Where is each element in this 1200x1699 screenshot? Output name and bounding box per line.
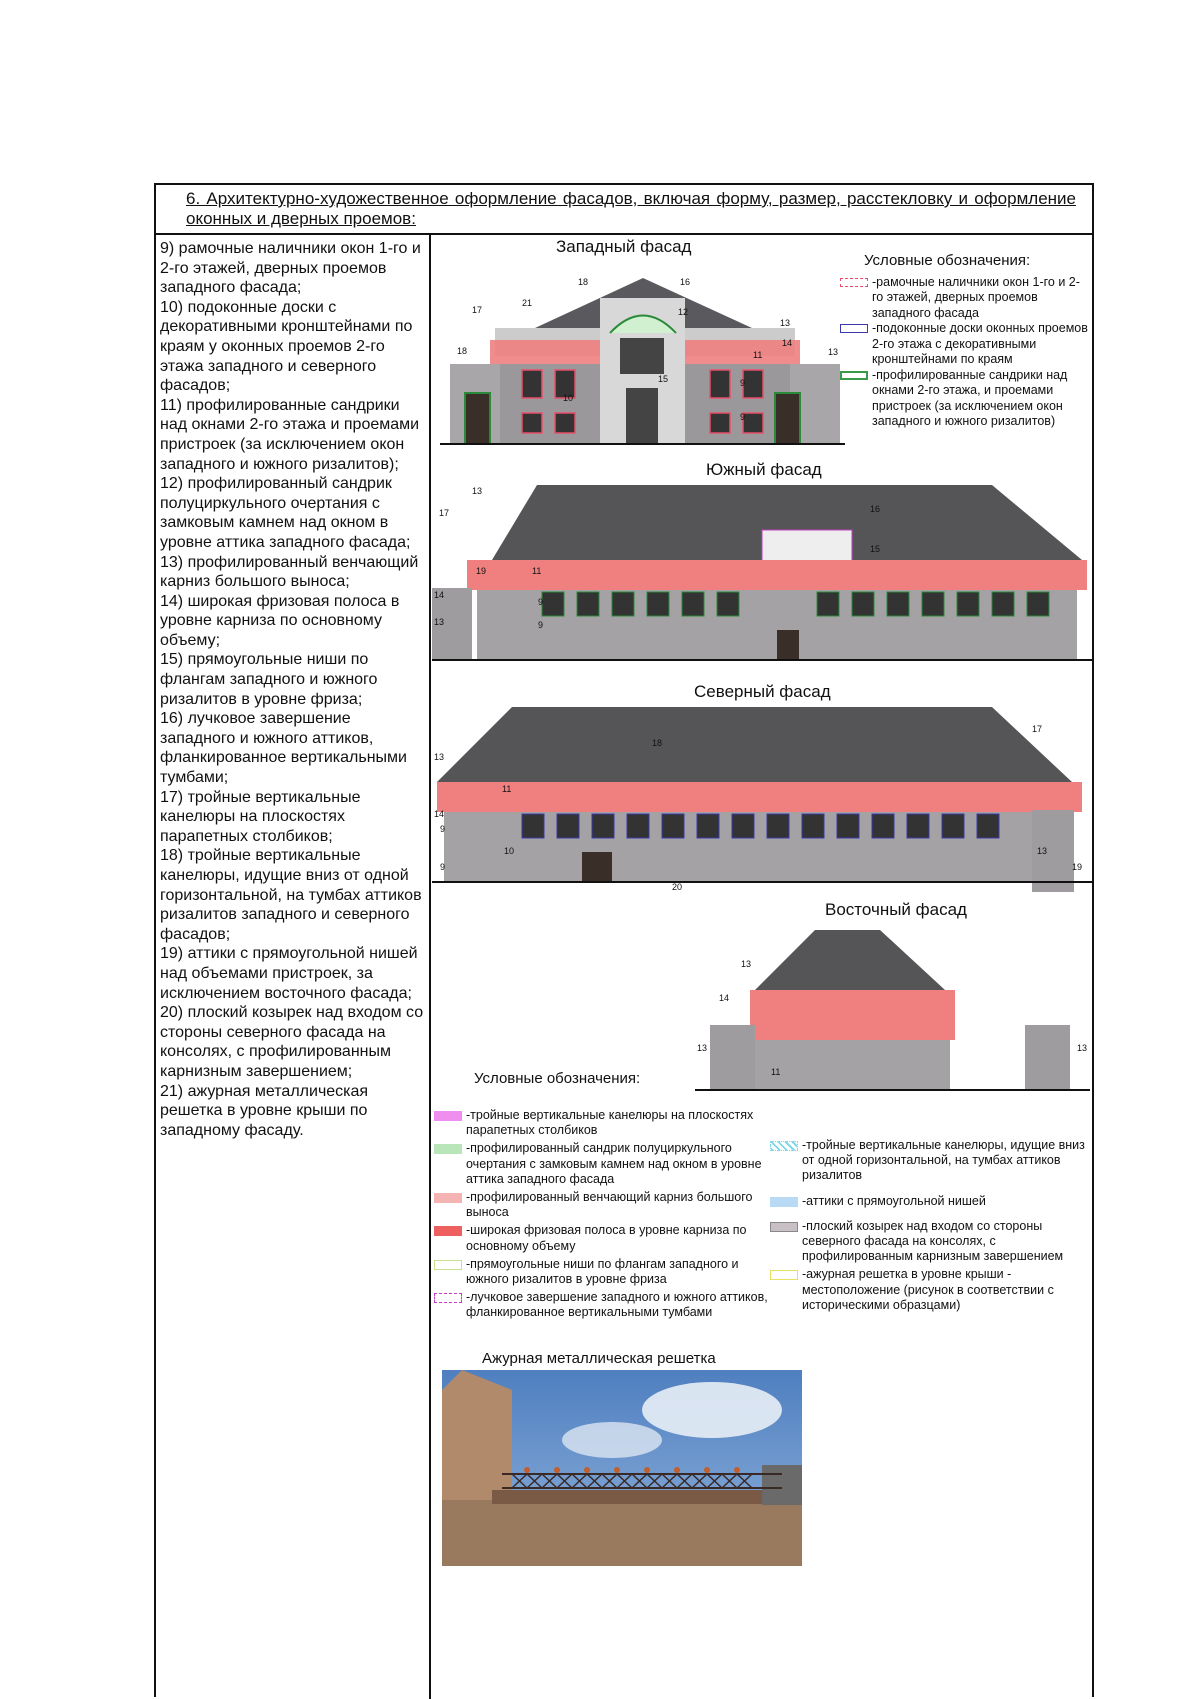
list-item: 11) профилированные сандрики над окнами 2-го этажа и проемами пристроек (за исключением окон западного и южного ризалитов); xyxy=(160,396,420,473)
legend-item xyxy=(434,1108,769,1138)
svg-text:13: 13 xyxy=(741,959,752,969)
svg-text:21: 21 xyxy=(522,298,533,308)
svg-text:13: 13 xyxy=(434,617,445,627)
svg-text:14: 14 xyxy=(434,590,445,600)
top-legend-title: Условные обозначения: xyxy=(864,252,1031,269)
legend-text: -широкая фризовая полоса в уровне карниза по основному объему xyxy=(466,1223,747,1253)
legend-item xyxy=(770,1194,1095,1209)
section-header xyxy=(156,185,1092,235)
legend-item xyxy=(840,321,1090,368)
svg-text:14: 14 xyxy=(719,993,730,1003)
elements-list xyxy=(160,239,428,1140)
bottom-legend-title: Условные обозначения: xyxy=(474,1070,641,1087)
legend-text: -профилированный сандрик полуциркульного очертания с замковым камнем над окном в уровне аттика западного фасада xyxy=(466,1141,762,1186)
svg-text:13: 13 xyxy=(1037,846,1048,856)
list-item: 12) профилированный сандрик полуциркульного очертания с замковым камнем над окном в уровне аттика западного фасада; xyxy=(160,475,411,551)
east-facade-title: Восточный фасад xyxy=(825,900,967,919)
list-item: 9) рамочные наличники окон 1-го и 2-го этажей, дверных проемов западного фасада; xyxy=(160,240,421,297)
svg-text:14: 14 xyxy=(782,338,793,348)
svg-text:10: 10 xyxy=(563,393,574,403)
svg-text:9: 9 xyxy=(538,620,544,630)
svg-text:10: 10 xyxy=(504,846,515,856)
svg-text:9: 9 xyxy=(440,862,446,872)
legend-item xyxy=(840,275,1090,322)
list-item: 20) плоский козырек над входом со стороны северного фасада на консолях, с профилированным карнизным завершением; xyxy=(160,1004,424,1080)
svg-text:18: 18 xyxy=(457,346,468,356)
svg-text:14: 14 xyxy=(434,809,445,819)
list-item: 14) широкая фризовая полоса в уровне карниза по основному объему; xyxy=(160,592,400,649)
railing-photo xyxy=(442,1370,802,1566)
svg-text:17: 17 xyxy=(439,508,450,518)
svg-text:13: 13 xyxy=(434,752,445,762)
legend-text: -подоконные доски оконных проемов 2-го этажа с декоративными кронштейнами по краям xyxy=(872,321,1088,366)
legend-swatch xyxy=(434,1193,462,1203)
legend-text: -лучковое завершение западного и южного аттиков, фланкированное вертикальными тумбами xyxy=(466,1290,768,1320)
list-item: 13) профилированный венчающий карниз большого выноса; xyxy=(160,553,419,591)
list-item: 16) лучковое завершение западного и южного аттиков, фланкированное вертикальными тумбами; xyxy=(160,710,407,787)
svg-text:13: 13 xyxy=(472,486,483,496)
svg-text:19: 19 xyxy=(476,566,487,576)
svg-text:15: 15 xyxy=(870,544,881,554)
legend-swatch xyxy=(434,1111,462,1121)
top-legend xyxy=(840,253,1090,430)
svg-text:9: 9 xyxy=(740,378,746,388)
legend-swatch xyxy=(434,1226,462,1236)
svg-text:20: 20 xyxy=(672,882,683,892)
legend-swatch xyxy=(770,1270,798,1280)
legend-item xyxy=(770,1267,1095,1313)
legend-text: -плоский козырек над входом со стороны северного фасада на консолях, с профилированным карнизным завершением xyxy=(802,1218,1064,1264)
legend-item xyxy=(840,368,1090,430)
legend-text: -профилированный венчающий карниз большого выноса xyxy=(466,1190,753,1220)
legend-swatch xyxy=(840,278,868,287)
legend-item xyxy=(770,1138,1095,1184)
legend-item xyxy=(770,1219,1095,1265)
svg-text:16: 16 xyxy=(870,504,881,514)
legend-swatch xyxy=(770,1197,798,1207)
north-facade-title: Северный фасад xyxy=(694,682,831,701)
section-header-text: 6. Архитектурно-художественное оформление фасадов, включая форму, размер, расстекловку и оформление оконных и дверных проемов: xyxy=(186,189,1076,228)
legend-swatch xyxy=(770,1141,798,1151)
svg-text:17: 17 xyxy=(1032,724,1043,734)
legend-swatch xyxy=(840,371,868,380)
svg-text:13: 13 xyxy=(697,1043,708,1053)
legend-text: -тройные вертикальные канелюры, идущие вниз от одной горизонтальной, на тумбах аттиков ризалитов xyxy=(802,1138,1085,1183)
legend-swatch xyxy=(840,324,868,333)
svg-text:11: 11 xyxy=(771,1067,781,1077)
column-divider xyxy=(429,233,431,1699)
legend-text: -ажурная решетка в уровне крыши - местоположение (рисунок в соответствии с историческими образцами) xyxy=(802,1267,1054,1312)
list-item: 10) подоконные доски с декоративными кронштейнами по краям у оконных проемов 2-го этажа западного и северного фасадов; xyxy=(160,298,413,395)
legend-item xyxy=(434,1223,769,1253)
list-item: 19) аттики с прямоугольной нишей над объемами пристроек, за исключением восточного фасада; xyxy=(160,945,418,1002)
legend-item xyxy=(434,1190,769,1220)
west-facade-title: Западный фасад xyxy=(556,237,692,256)
svg-text:18: 18 xyxy=(652,738,663,748)
svg-text:11: 11 xyxy=(502,784,512,794)
legend-text: -тройные вертикальные канелюры на плоскостях парапетных столбиков xyxy=(466,1108,754,1138)
svg-text:16: 16 xyxy=(680,277,691,287)
svg-text:13: 13 xyxy=(828,347,839,357)
legend-item xyxy=(434,1290,769,1320)
west-facade-drawing xyxy=(440,258,845,446)
legend-swatch xyxy=(434,1144,462,1154)
legend-item xyxy=(434,1141,769,1187)
legend-swatch xyxy=(434,1293,462,1303)
south-facade-drawing xyxy=(432,480,1092,663)
svg-text:9: 9 xyxy=(440,824,446,834)
svg-text:17: 17 xyxy=(472,305,483,315)
legend-swatch xyxy=(434,1260,462,1270)
list-item: 17) тройные вертикальные канелюры на плоскостях парапетных столбиков; xyxy=(160,788,361,845)
legend-item xyxy=(434,1257,769,1287)
svg-text:13: 13 xyxy=(1077,1043,1088,1053)
svg-text:15: 15 xyxy=(658,374,669,384)
list-item: 18) тройные вертикальные канелюры, идущие вниз от одной горизонтальной, на тумбах аттиков ризалитов западного и северного фасадов; xyxy=(160,847,422,943)
svg-text:9: 9 xyxy=(740,412,746,422)
svg-text:12: 12 xyxy=(678,307,689,317)
list-item: 15) прямоугольные ниши по флангам западного и южного ризалитов в уровне фриза; xyxy=(160,651,378,708)
svg-text:13: 13 xyxy=(780,318,791,328)
legend-text: -аттики с прямоугольной нишей xyxy=(802,1193,986,1208)
legend-text: -профилированные сандрики над окнами 2-го этажа, и проемами пристроек (за исключением окон западного и южного ризалитов) xyxy=(872,367,1068,428)
bottom-legend-right xyxy=(770,1138,1095,1316)
legend-text: -рамочные наличники окон 1-го и 2-го этажей, дверных проемов западного фасада xyxy=(872,274,1080,320)
east-facade-drawing xyxy=(695,925,1090,1095)
svg-text:9: 9 xyxy=(538,597,544,607)
svg-text:11: 11 xyxy=(753,350,763,360)
photo-title: Ажурная металлическая решетка xyxy=(482,1350,716,1367)
svg-text:11: 11 xyxy=(532,566,542,576)
svg-text:19: 19 xyxy=(1072,862,1083,872)
bottom-legend-left xyxy=(434,1108,769,1324)
north-facade-drawing xyxy=(432,702,1092,894)
svg-text:18: 18 xyxy=(578,277,589,287)
legend-swatch xyxy=(770,1222,798,1232)
south-facade-title: Южный фасад xyxy=(706,460,822,479)
list-item: 21) ажурная металлическая решетка в уровне крыши по западному фасаду. xyxy=(160,1082,369,1139)
legend-text: -прямоугольные ниши по флангам западного и южного ризалитов в уровне фриза xyxy=(466,1256,739,1287)
